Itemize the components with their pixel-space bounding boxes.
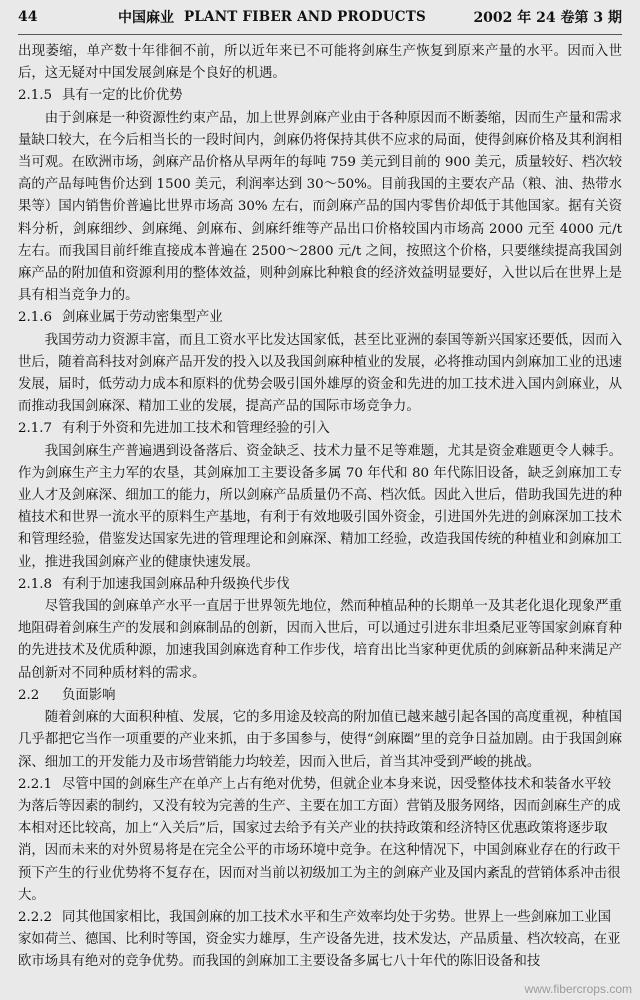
paragraph: 我国劳动力资源丰富，而且工资水平比发达国家低，甚至比亚洲的泰国等新兴国家还要低，因而入世后，随着高科技对剑麻产品开发的投入以及我国剑麻种植业的发展，必将推动国内剑麻加工业的迅速发展，届时，低劳动力成本和原料的优势会吸引国外雄厚的资金和先进的加工技术进入国内剑麻业，从而推动我国剑麻深、精加工业的发展，提高产品的国际市场竞争力。 [18, 332, 622, 415]
section-heading [18, 774, 622, 907]
paragraph: 尽管我国的剑麻单产水平一直居于世界领先地位，然而种植品种的长期单一及其老化退化现象严重地阻碍着剑麻生产的发展和剑麻制品的创新，因而入世后，可以通过引进东非坦桑尼亚等国家剑麻育种的先进技术及优质种源，加速我国剑麻选育种工作步伐，培育出比当家种更优质的剑麻新品种来满足产品创新对不同种质材料的需求。 [18, 599, 622, 681]
section-heading [18, 85, 622, 107]
issue-info: 2002 年 24 卷第 3 期 [473, 10, 622, 26]
section-text: 有利于外资和先进加工技术和管理经验的引入 [62, 421, 330, 437]
section-number: 2.2.2 [18, 909, 53, 925]
section-heading [18, 307, 622, 329]
section-heading [18, 685, 622, 707]
section-text: 尽管中国的剑麻生产在单产上占有绝对优势，但就企业本身来说，因受整体技术和装备水平较为落后等因素的制约，又没有较为完善的生产、主要在加工方面）营销及服务网络，因而剑麻生产的成本相对还比较高，加上“入关后”后，国家过去给予有关产业的扶持政策和经济特区优惠政策将逐步取消，因而未来的对外贸易将是在完全公平的市场环境中竞争。在这种情况下，中国剑麻业存在的行政干预下产生的行业优势将不复存在，因而对当前以初级加工为主的剑麻产业及国内紊乱的营销体系冲击很大。 [18, 776, 621, 903]
section-text: 负面影响 [62, 687, 116, 703]
journal-title-cn: 中国麻业 [118, 10, 174, 26]
section-number: 2.2 [18, 687, 40, 703]
section-heading [18, 907, 622, 974]
running-header [18, 0, 622, 35]
article-body [18, 41, 622, 974]
watermark: www.fibercrops.com [524, 982, 632, 996]
journal-title-en: PLANT FIBER AND PRODUCTS [184, 9, 426, 25]
paragraph: 随着剑麻的大面积种植、发展，它的多用途及较高的附加值已越来越引起各国的高度重视，种植国几乎都把它当作一项重要的产业来抓，由于多国参与，使得“剑麻圈”里的竞争日益加剧。由于我国剑麻深、细加工的开发能力及市场营销能力均较差，因而入世后，首当其冲受到严峻的挑战。 [18, 710, 622, 770]
page-number: 44 [18, 9, 38, 25]
paragraph: 由于剑麻是一种资源性约束产品，加上世界剑麻产业由于各种原因而不断萎缩，因而生产量和需求量缺口较大，在今后相当长的一段时间内，剑麻仍将保持其供不应求的局面，使得剑麻价格及其利润相当可观。在欧洲市场，剑麻产品价格从早两年的每吨 759 美元到目前的 900 美元，质量较好、档次较高的产品每吨售价达到 1500 美元，利润率达到 30～50%。目前我国的主要农产品（粮、油、热带水果等）国内销售价普遍比世界市场高 30% 左右，而剑麻产品的国内零售价却低于其他国家。据有关资料分析，剑麻细纱、剑麻绳、剑麻布、剑麻纤维等产品出口价格较国内市场高 2000 元至 4000 元/t 左右。而我国目前纤维直接成本普遍在 2500～2800 元/t 之间，按照这个价格，只要继续提高我国剑麻产品的附加值和资源利用的整体效益，则种剑麻比种粮食的经济效益明显要好，入世以后在世界上是具有相当竞争力的。 [18, 110, 622, 304]
section-heading [18, 418, 622, 440]
section-number: 2.1.8 [18, 576, 53, 592]
section-text: 具有一定的比价优势 [62, 88, 183, 104]
section-number: 2.1.7 [18, 421, 53, 437]
paragraph: 我国剑麻生产普遍遇到设备落后、资金缺乏、技术力量不足等难题，尤其是资金难题更令人棘手。作为剑麻生产主力军的农垦，其剑麻加工主要设备多属 70 年代和 80 年代陈旧设备，缺乏剑麻加工专业人才及剑麻深、细加工的能力，所以剑麻产品质量仍不高、档次低。因此入世后，借助我国先进的种植技术和世界一流水平的原料生产基地，有利于有效地吸引国外资金，引进国外先进的剑麻深加工技术和管理经验，借鉴发达国家先进的管理理论和剑麻深、精加工经验，改造我国传统的种植业和剑麻加工业，推进我国剑麻产业的健康快速发展。 [18, 443, 622, 570]
section-number: 2.2.1 [18, 776, 53, 792]
section-number: 2.1.5 [18, 88, 53, 104]
section-number: 2.1.6 [18, 310, 53, 326]
paragraph: 出现萎缩，单产数十年徘徊不前，所以近年来已不可能将剑麻生产恢复到原来产量的水平。因而入世后，这无疑对中国发展剑麻是个良好的机遇。 [18, 44, 622, 82]
section-heading [18, 574, 622, 596]
section-text: 剑麻业属于劳动密集型产业 [62, 310, 223, 326]
section-text: 有利于加速我国剑麻品种升级换代步伐 [62, 576, 290, 592]
section-text: 同其他国家相比，我国剑麻的加工技术水平和生产效率均处于劣势。世界上一些剑麻加工业国家如荷兰、德国、比利时等国，资金实力雄厚，生产设备先进，技术发达，产品质量、档次较高，在亚欧市场具有绝对的竞争优势。而我国的剑麻加工主要设备多属七八十年代的陈旧设备和技 [18, 909, 621, 970]
